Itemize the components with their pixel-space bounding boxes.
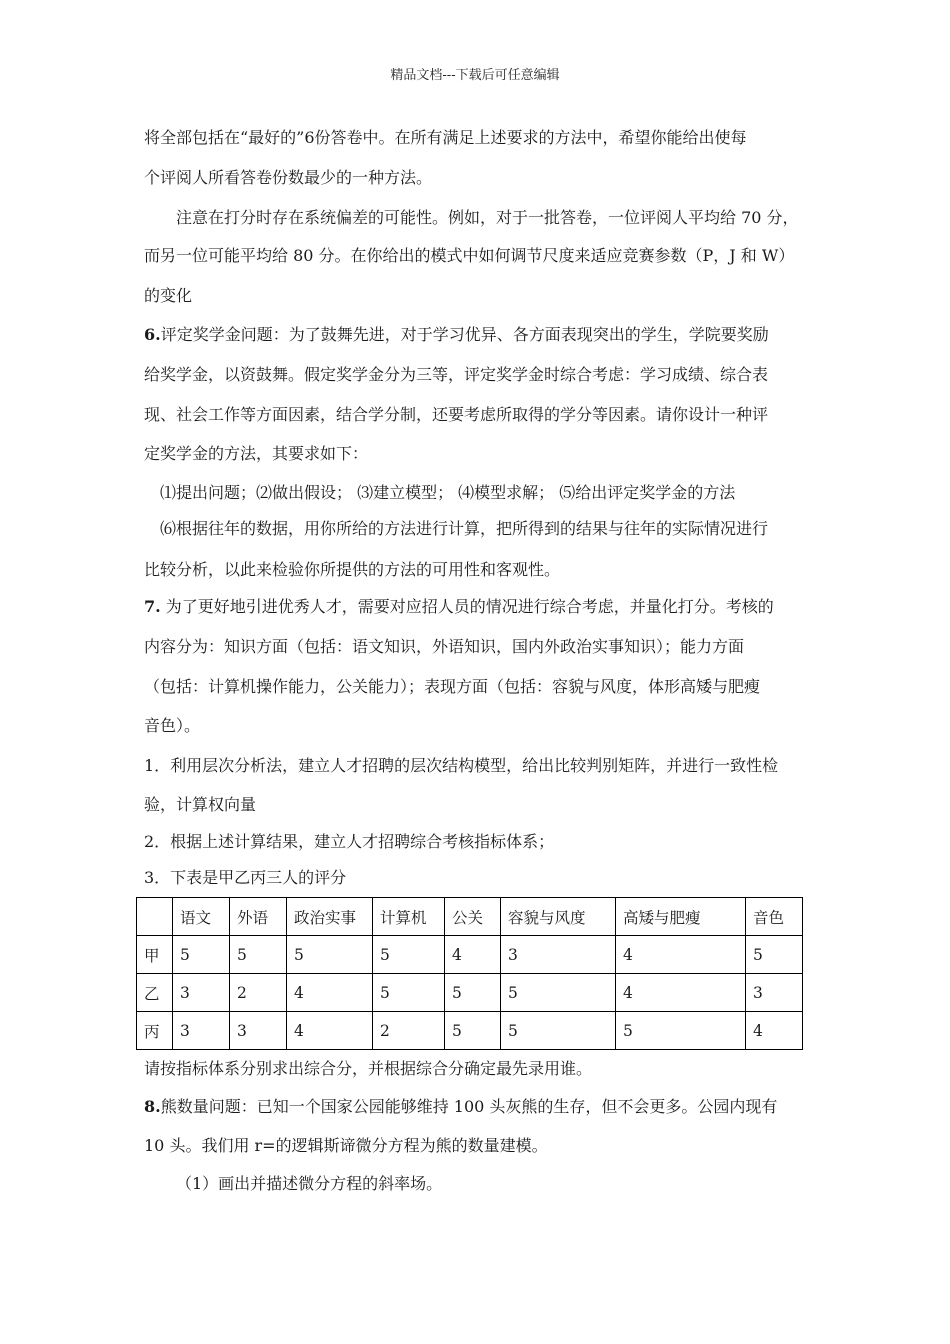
table-row: [137, 1012, 803, 1050]
text-line: 2．根据上述计算结果，建立人才招聘综合考核指标体系；: [144, 832, 555, 851]
text-line: 1．利用层次分析法，建立人才招聘的层次结构模型，给出比较判别矩阵，并进行一致性检: [144, 756, 779, 775]
table-header-cell: 外语: [230, 898, 287, 936]
table-row: [137, 974, 803, 1012]
question-6-line: 6.评定奖学金问题：为了鼓舞先进，对于学习优异、各方面表现突出的学生，学院要奖励: [144, 325, 769, 344]
text-line: 3．下表是甲乙丙三人的评分: [144, 868, 347, 887]
table-cell: 甲: [137, 936, 173, 974]
text-line: 音色）。: [144, 716, 201, 735]
question-number: 8.: [144, 1097, 161, 1116]
table-cell: 4: [616, 974, 746, 1012]
table-header-cell: 高矮与肥瘦: [616, 898, 746, 936]
table-cell: 5: [445, 974, 501, 1012]
table-cell: 5: [173, 936, 230, 974]
table-cell: 5: [230, 936, 287, 974]
table-header-cell: 计算机: [373, 898, 445, 936]
page-header: 精品文档---下载后可任意编辑: [390, 68, 560, 83]
text-line: 10 头。我们用 r=的逻辑斯谛微分方程为熊的数量建模。: [144, 1136, 548, 1155]
table-cell: 3: [173, 1012, 230, 1050]
text-line: 而另一位可能平均给 80 分。在你给出的模式中如何调节尺度来适应竞赛参数（P，J 和 W）: [144, 246, 795, 265]
text-line: 比较分析，以此来检验你所提供的方法的可用性和客观性。: [144, 560, 561, 579]
table-cell: 丙: [137, 1012, 173, 1050]
question-number: 7.: [144, 597, 161, 616]
text-line: 的变化: [144, 286, 193, 305]
table-cell: 4: [616, 936, 746, 974]
text-line: 现、社会工作等方面因素，结合学分制，还要考虑所取得的学分等因素。请你设计一种评: [144, 405, 769, 424]
table-cell: 5: [445, 1012, 501, 1050]
table-cell: 3: [501, 936, 616, 974]
text-line: 验，计算权向量: [144, 795, 257, 814]
table-cell: 3: [746, 974, 803, 1012]
table-header-row: [137, 898, 803, 936]
table-cell: 3: [230, 1012, 287, 1050]
table-header-cell: 政治实事: [287, 898, 373, 936]
table-cell: 乙: [137, 974, 173, 1012]
table-cell: 5: [501, 1012, 616, 1050]
table-header-cell: 语文: [173, 898, 230, 936]
table-cell: 2: [373, 1012, 445, 1050]
table-cell: 4: [287, 974, 373, 1012]
table-cell: 5: [373, 974, 445, 1012]
table-header-cell: 公关: [445, 898, 501, 936]
question-8-line: 8.熊数量问题：已知一个国家公园能够维持 100 头灰熊的生存，但不会更多。公园内现有: [144, 1097, 778, 1116]
table-cell: 3: [173, 974, 230, 1012]
text-line: 注意在打分时存在系统偏差的可能性。例如，对于一批答卷，一位评阅人平均给 70 分，: [176, 208, 799, 227]
table-cell: 4: [746, 1012, 803, 1050]
table-header-cell: 容貌与风度: [501, 898, 616, 936]
text-line: 给奖学金，以资鼓舞。假定奖学金分为三等，评定奖学金时综合考虑：学习成绩、综合表: [144, 365, 769, 384]
table-cell: 5: [287, 936, 373, 974]
table-header-cell: [137, 898, 173, 936]
table-cell: 4: [287, 1012, 373, 1050]
table-row: [137, 936, 803, 974]
table-cell: 4: [445, 936, 501, 974]
table-cell: 5: [616, 1012, 746, 1050]
table-header-cell: 音色: [746, 898, 803, 936]
text-line: （包括：计算机操作能力，公关能力）；表现方面（包括：容貌与风度，体形高矮与肥瘦: [144, 677, 761, 696]
question-7-line: 7. 为了更好地引进优秀人才，需要对应招人员的情况进行综合考虑，并量化打分。考核的: [144, 597, 774, 616]
table-cell: 5: [501, 974, 616, 1012]
question-number: 6.: [144, 325, 161, 344]
text-line: 内容分为：知识方面（包括：语文知识，外语知识，国内外政治实事知识）；能力方面: [144, 637, 745, 656]
table-cell: 5: [746, 936, 803, 974]
score-table: [136, 897, 803, 1050]
text-line: 将全部包括在“最好的”6份答卷中。在所有满足上述要求的方法中，希望你能给出使每: [144, 128, 747, 147]
text-line: ⑹根据往年的数据，用你所给的方法进行计算，把所得到的结果与往年的实际情况进行: [160, 519, 769, 538]
text-line: ⑴提出问题；⑵做出假设； ⑶建立模型； ⑷模型求解； ⑸给出评定奖学金的方法: [160, 483, 736, 502]
table-cell: 2: [230, 974, 287, 1012]
text-line: 定奖学金的方法，其要求如下：: [144, 444, 369, 463]
table-cell: 5: [373, 936, 445, 974]
text-line: 个评阅人所看答卷份数最少的一种方法。: [144, 168, 433, 187]
text-line: （1）画出并描述微分方程的斜率场。: [176, 1174, 443, 1193]
text-line: 请按指标体系分别求出综合分，并根据综合分确定最先录用谁。: [144, 1059, 593, 1078]
